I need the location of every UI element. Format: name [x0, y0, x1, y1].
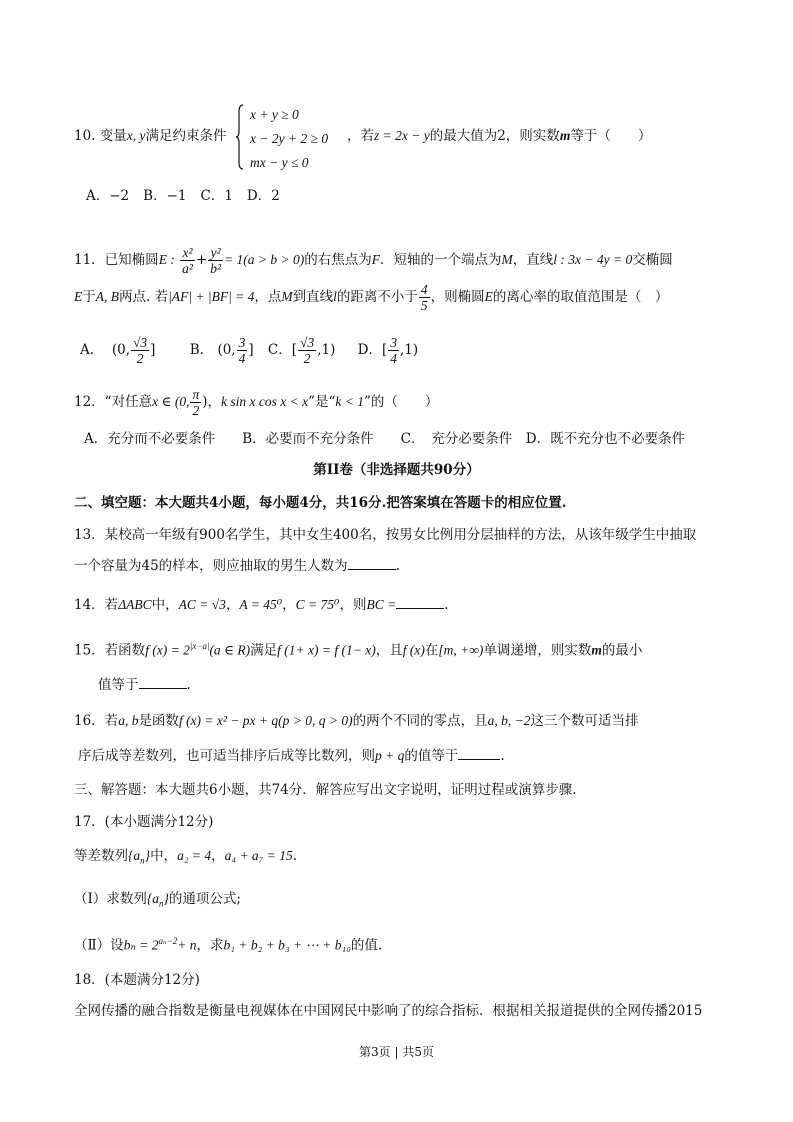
fraction: $\frac{3}{4}$ [390, 335, 397, 366]
part2-title: 第II卷（非选择题共90分） [313, 462, 480, 478]
q15-line-2: 值等于 . [98, 677, 191, 693]
fraction: $\frac{√3}{2}$ [300, 335, 315, 366]
fraction: $\frac{3}{4}$ [238, 335, 246, 366]
q11-options: A. (0, $\frac{√3}{2}$ ] B. (0, $\frac{3}{4}$ ] C．[ $\frac{√3}{2}$ ,1) D．[ $\frac{3}{4}$ ,1) [80, 335, 419, 366]
fraction: $\frac{\text{x²}}{\text{a²}}$ [182, 245, 193, 276]
answer-blank[interactable] [396, 596, 444, 609]
q16-line-1: 16．若a, b是函数f (x) = x² − px + q(p > 0, q > 0)的两个不同的零点，且a, b, −2这三个数可适当排 [74, 713, 639, 729]
q12-line: 12．“对任意x ∈ (0, $\frac{\pi}{2}$ )，k sin x cos x < x”是“k < 1”的（ ） [74, 387, 439, 418]
q12-options: A．充分而不必要条件 B．必要而不充分条件 C． 充分必要条件 D．既不充分也不必要条件 [84, 431, 686, 447]
q10-options: A．−2 B．−1 C．1 D．2 [86, 188, 280, 204]
q18-line-1: 全网传播的融合指数是衡量电视媒体在中国网民中影响了的综合指标．根据相关报道提供的全网传播2015 [74, 1003, 703, 1019]
answer-blank[interactable] [458, 747, 500, 760]
section2-heading: 二、填空题：本大题共4小题，每小题4分，共16分.把答案填在答题卡的相应位置. [74, 495, 567, 511]
section3-heading: 三、解答题：本大题共6小题，共74分．解答应写出文字说明，证明过程或演算步骤. [74, 782, 577, 798]
q13-line-1: 13．某校高一年级有900名学生，其中女生400名，按男女比例用分层抽样的方法，从该年级学生中抽取 [74, 527, 697, 543]
q18-heading: 18．(本题满分12分) [74, 972, 200, 988]
q17-line-1: 等差数列$\{a_n\}$中，a₂ = 4，a₄ + a₇ = 15. [74, 848, 298, 866]
answer-blank[interactable] [348, 557, 396, 570]
q15-line-1: 15．若函数f $(x) = 2^{|x-a|}(a$ ∈ R)满足f (1+ x) = f (1− x)，且f (x)在[m, +∞)单调递增，则实数m的最小 [74, 641, 643, 659]
fraction: $\frac{4}{5}$ [420, 282, 428, 313]
q17-part-2: （Ⅱ）设$b_n = 2^{a_n-2}+ n$，求b₁ + b₂ + b₃ + ⋯ + b₁₀的值. [74, 936, 383, 954]
q16-line-2: 序后成等差数列，也可适当排序后成等比数列，则p + q的值等于 . [78, 748, 505, 764]
fraction: $\frac{√3}{2}$ [132, 335, 148, 366]
q11-line-2: E于A, B两点. 若|AF| + |BF| = 4，点M到直线l的距离不小于 $\frac{4}{5}$ ，则椭圆E的离心率的取值范围是（ ） [74, 282, 669, 313]
q17-part-1: （Ⅰ）求数列$\{a_n\}$的通项公式; [74, 891, 241, 909]
q13-line-2: 一个容量为45的样本，则应抽取的男生人数为 . [74, 558, 400, 574]
q14-line: 14．若ΔABC中，AC = √3，A = 45⁰，C = 75⁰，则BC = . [74, 597, 449, 613]
q10-constraints: x + y ≥ 0 x − 2y + 2 ≥ 0 mx − y ≤ 0 [250, 107, 329, 170]
q10-line: 10. 变量x, y满足约束条件 [74, 128, 227, 144]
q10-tail: ，若z = 2x − y的最大值为2，则实数m等于（ ） [347, 128, 652, 144]
fraction: $\frac{\text{y²}}{\text{b²}}$ [210, 245, 222, 276]
page-footer: 第3页 | 共5页 [359, 1045, 434, 1059]
q11-line-1: 11．已知椭圆E : $\frac{\text{x²}}{\text{a²}}$ + $\frac{\text{y²}}{\text{b²}}$ = 1(a > b > 0)的右焦点为F．短轴的一个端点为M，直线l : 3x − 4y = 0交椭圆 [74, 245, 673, 276]
q10-brace [236, 104, 244, 170]
q17-heading: 17．(本小题满分12分) [74, 814, 214, 830]
answer-blank[interactable] [139, 676, 187, 689]
fraction: $\frac{\pi}{2}$ [192, 387, 200, 418]
